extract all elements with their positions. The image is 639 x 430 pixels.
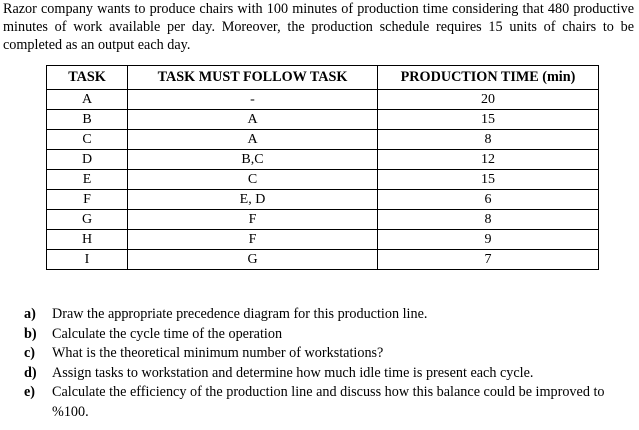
task-table [46,65,599,270]
question-label: e) [24,384,36,400]
question-text: Draw the appropriate precedence diagram for this production line. [52,306,428,322]
table-row [47,190,599,210]
task-cell: A [47,90,128,110]
task-cell: D [47,150,128,170]
time-cell: 6 [378,190,599,210]
predecessor-cell: A [128,130,378,150]
predecessor-cell: C [128,170,378,190]
question-label: d) [24,364,37,381]
header-production-time: PRODUCTION TIME (min) [378,66,599,90]
table-row [47,230,599,250]
predecessor-cell: A [128,110,378,130]
task-cell: B [47,110,128,130]
question-text: Calculate the efficiency of the production line and discuss how this balance could be improved to %100. [52,384,605,420]
time-cell: 12 [378,150,599,170]
predecessor-cell: G [128,250,378,270]
task-cell: E [47,170,128,190]
time-cell: 9 [378,230,599,250]
table-row [47,130,599,150]
predecessor-cell: - [128,90,378,110]
question-item [24,344,624,364]
table-row [47,170,599,190]
time-cell: 8 [378,130,599,150]
question-item [24,383,624,422]
question-text: Assign tasks to workstation and determine how much idle time is present each cycle. [52,364,534,381]
header-task: TASK [47,66,128,90]
question-item [24,325,624,345]
task-cell: F [47,190,128,210]
question-label: b) [24,325,37,342]
problem-statement: Razor company wants to produce chairs with 100 minutes of production time considering that 480 productive minutes of work available per day. Moreover, the production schedule requires 15 units of chairs to be completed as an output each day. [3,1,634,53]
question-item [24,364,624,384]
time-cell: 15 [378,170,599,190]
table-header-row [47,66,599,90]
time-cell: 8 [378,210,599,230]
predecessor-cell: F [128,210,378,230]
task-cell: G [47,210,128,230]
table-row [47,210,599,230]
time-cell: 15 [378,110,599,130]
predecessor-cell: E, D [128,190,378,210]
question-label: a) [24,306,36,322]
question-item [24,305,624,325]
question-list [24,305,624,422]
question-label: c) [24,345,36,361]
header-predecessor: TASK MUST FOLLOW TASK [128,66,378,90]
question-text: What is the theoretical minimum number of workstations? [52,345,384,361]
table-row [47,150,599,170]
table-row [47,110,599,130]
table-row [47,90,599,110]
task-cell: C [47,130,128,150]
time-cell: 7 [378,250,599,270]
question-text: Calculate the cycle time of the operation [52,325,283,342]
table-row [47,250,599,270]
predecessor-cell: F [128,230,378,250]
task-cell: I [47,250,128,270]
time-cell: 20 [378,90,599,110]
predecessor-cell: B,C [128,150,378,170]
task-cell: H [47,230,128,250]
